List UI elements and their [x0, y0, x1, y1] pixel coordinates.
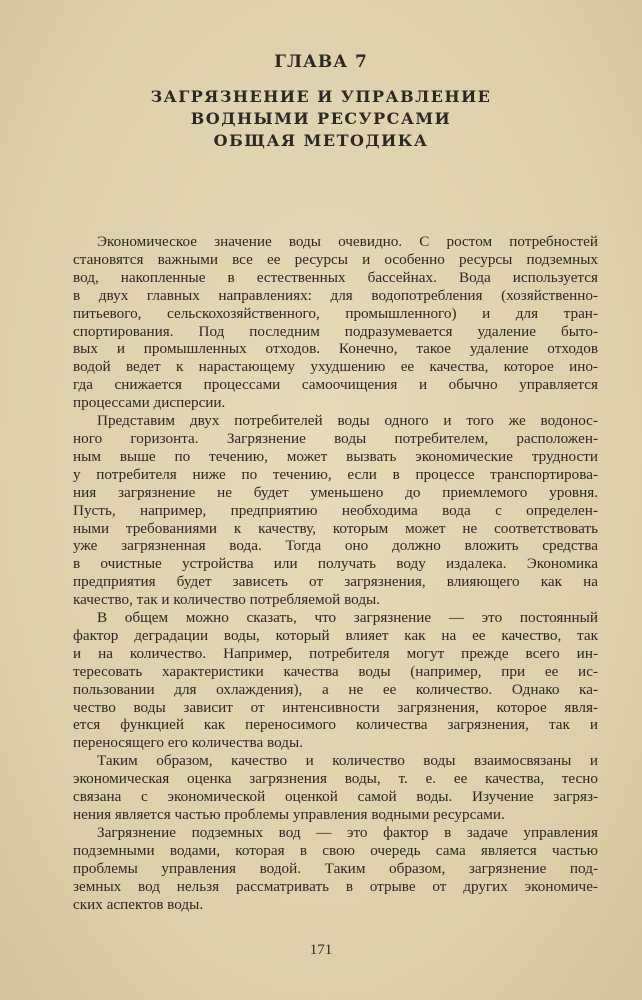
text-line: ния загрязнение не будет уменьшено до приемлемого уровня.: [73, 483, 598, 501]
paragraph: [73, 824, 598, 914]
text-line: ного горизонта. Загрязнение воды потребителем, расположен-: [73, 429, 598, 447]
paragraph: [73, 609, 598, 752]
paragraph: [73, 412, 598, 609]
text-line: подземными водами, которая в свою очередь сама является частью: [73, 841, 598, 859]
text-line: чество воды зависит от интенсивности загрязнения, которое явля-: [73, 698, 598, 716]
text-line: и на количество. Например, потребителя могут прежде всего ин-: [73, 644, 598, 662]
chapter-title: [0, 86, 642, 152]
text-line: уже загрязненная вода. Тогда оно должно вложить средства: [73, 537, 598, 555]
text-line: ется функцией как переносимого количества загрязнения, так и: [73, 716, 598, 734]
chapter-label: ГЛАВА 7: [274, 52, 368, 72]
text-line: Представим двух потребителей воды одного и того же водонос-: [97, 412, 598, 430]
text-line: водой ведет к нарастающему ухудшению ее качества, которое ино-: [73, 358, 598, 376]
text-line: предприятия будет зависеть от загрязнения, влияющего как на: [73, 573, 598, 591]
text-line: В общем можно сказать, что загрязнение — это постоянный: [97, 609, 598, 627]
text-line: нения является частью проблемы управления водными ресурсами.: [73, 806, 505, 823]
chapter-title-line: ВОДНЫМИ РЕСУРСАМИ: [190, 109, 452, 128]
text-line: земных вод нельзя рассматривать в отрыве от других экономиче-: [73, 877, 598, 895]
text-line: качество, так и количество потребляемой воды.: [73, 591, 381, 609]
text-line: процессами дисперсии.: [73, 394, 226, 412]
text-line: экономическая оценка загрязнения воды, т. е. ее качества, тесно: [73, 770, 598, 788]
text-line: Таким образом, качество и количество воды взаимосвязаны и: [97, 752, 598, 770]
paragraph: [73, 233, 598, 412]
chapter-title-line: ЗАГРЯЗНЕНИЕ И УПРАВЛЕНИЕ: [150, 87, 492, 106]
text-line: спортирования. Под последним подразумевается удаление быто-: [73, 322, 598, 340]
page-number: 171: [309, 942, 333, 958]
text-line: питьевого, сельскохозяйственного, промышленного) и для тран-: [73, 304, 598, 322]
text-line: становятся важными все ее ресурсы и особенно ресурсы подземных: [73, 250, 598, 268]
text-line: вод, накопленные в естественных бассейнах. Вода используется: [73, 268, 598, 286]
text-line: Пусть, например, предприятию необходима вода с определен-: [73, 501, 598, 519]
text-line: переносящего его количества воды.: [73, 734, 303, 752]
text-line: проблемы управления водой. Таким образом, загрязнение под-: [73, 859, 598, 877]
text-line: ными требованиями к качеству, которым может не соответствовать: [73, 519, 598, 537]
text-line: фактор деградации воды, который влияет как на ее качество, так: [73, 626, 598, 644]
text-line: Загрязнение подземных вод — это фактор в задаче управления: [97, 823, 598, 841]
text-line: ным выше по течению, может вызвать экономические трудности: [73, 447, 598, 465]
text-line: у потребителя ниже по течению, если в процессе транспортирова-: [73, 465, 598, 483]
body-text: [73, 233, 598, 913]
text-line: Экономическое значение воды очевидно. С ростом потребностей: [97, 233, 598, 250]
text-line: гда снижается процессами самоочищения и обычно управляется: [73, 376, 598, 394]
text-line: тересовать характеристики качества воды (например, при ее ис-: [73, 662, 598, 680]
text-line: пользовании для охлаждения), а не ее количество. Однако ка-: [73, 680, 598, 698]
text-line: ских аспектов воды.: [73, 895, 204, 913]
paragraph: [73, 752, 598, 824]
text-line: связана с экономической оценкой самой воды. Изучение загряз-: [73, 788, 598, 806]
chapter-title-line: ОБЩАЯ МЕТОДИКА: [213, 131, 429, 150]
text-line: в двух главных направлениях: для водопотребления (хозяйственно-: [73, 286, 598, 304]
text-line: в очистные устройства или получать воду издалека. Экономика: [73, 555, 598, 573]
text-line: вых и промышленных отходов. Конечно, такое удаление отходов: [73, 340, 598, 358]
